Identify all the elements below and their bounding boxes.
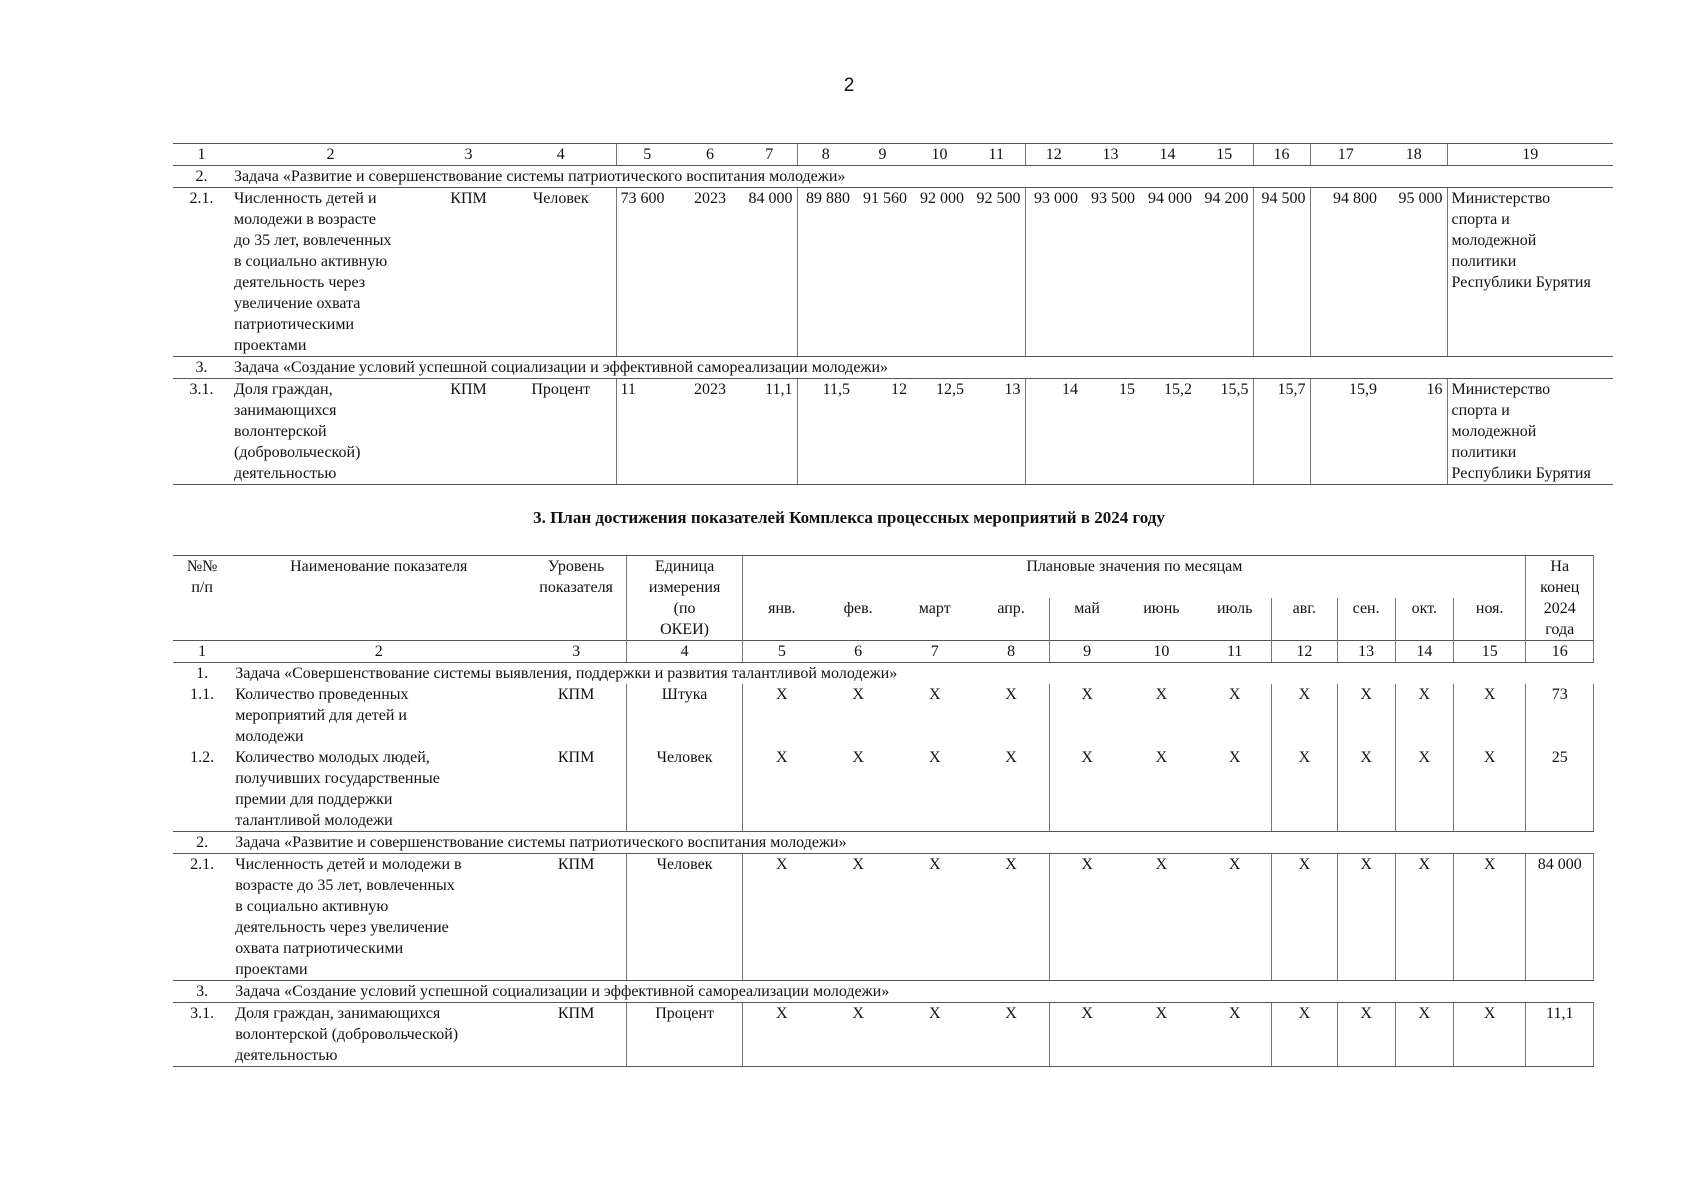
indicator-value: 94 800	[1310, 188, 1381, 357]
month-header: авг.	[1272, 598, 1337, 641]
indicator-row	[173, 1003, 1594, 1067]
indicator-unit: Человек	[506, 188, 616, 357]
column-number: 10	[1125, 641, 1199, 663]
month-mark: X	[1005, 686, 1017, 703]
indicator-value: 93 500	[1082, 188, 1139, 357]
row-number: 1.1.	[190, 686, 215, 703]
indicator-level: КПМ	[526, 747, 626, 832]
indicator-level: КПМ	[526, 1003, 626, 1067]
indicator-name	[231, 747, 526, 832]
text-line: спорта и	[1451, 402, 1510, 419]
text-line: в социально активную	[234, 253, 388, 270]
header-end-of-year	[1526, 556, 1594, 641]
month-mark: X	[1453, 684, 1526, 747]
text-line: молодежи в возрасте	[234, 211, 376, 228]
indicator-value: 94 200	[1196, 188, 1253, 357]
column-number: 12	[1272, 641, 1337, 663]
column-number: 14	[1139, 144, 1196, 166]
text-line: Доля граждан, занимающихся	[235, 1005, 441, 1022]
header-number	[173, 556, 231, 641]
month-header: сен.	[1337, 598, 1395, 641]
month-mark: X	[1125, 854, 1199, 981]
indicator-value: 11	[616, 379, 678, 485]
month-mark: X	[1125, 747, 1199, 832]
task-number: 3.	[196, 983, 209, 1000]
text-line: получивших государственные	[235, 770, 440, 787]
month-mark: X	[743, 684, 821, 747]
month-mark: X	[820, 747, 896, 832]
text-line: Количество проведенных	[235, 686, 409, 703]
column-number: 3	[431, 144, 506, 166]
indicator-level: КПМ	[431, 188, 506, 357]
text-line: 2024	[1543, 600, 1576, 617]
column-number: 9	[854, 144, 911, 166]
column-number: 1	[173, 144, 230, 166]
text-line: проектами	[234, 337, 307, 354]
text-line: Численность детей и молодежи в	[235, 856, 462, 873]
text-line: увеличение охвата	[234, 295, 361, 312]
indicator-row	[173, 684, 1594, 747]
text-line: деятельностью	[235, 1047, 338, 1064]
month-mark: X	[974, 854, 1050, 981]
month-mark: X	[1198, 747, 1272, 832]
text-line: патриотическими	[234, 316, 355, 333]
text-line: Уровень	[547, 558, 605, 575]
month-header: ноя.	[1453, 598, 1526, 641]
month-mark: X	[1337, 1003, 1395, 1067]
column-number: 1	[173, 641, 231, 663]
column-number: 10	[911, 144, 968, 166]
month-header: фев.	[843, 600, 873, 617]
column-number: 12	[1025, 144, 1082, 166]
text-line: Республики Бурятия	[1451, 465, 1591, 482]
indicator-value: 15,2	[1139, 379, 1196, 485]
indicator-unit: Человек	[626, 747, 742, 832]
indicator-unit: Процент	[626, 1003, 742, 1067]
column-number-row	[173, 144, 1613, 166]
month-mark: X	[928, 686, 941, 703]
task-number: 1.	[196, 665, 209, 682]
text-line: деятельность через увеличение	[235, 919, 449, 936]
header-plan: Плановые значения по месяцам	[743, 556, 1526, 599]
indicator-value: 11,5	[797, 379, 854, 485]
indicator-row	[173, 188, 1613, 357]
column-number: 15	[1196, 144, 1253, 166]
indicator-name	[231, 1003, 526, 1067]
month-mark: X	[1395, 747, 1453, 832]
indicator-level: КПМ	[526, 854, 626, 981]
month-mark: X	[896, 747, 974, 832]
task-row	[173, 357, 1613, 379]
responsible-body	[1447, 379, 1613, 485]
text-line: молодежи	[235, 728, 304, 745]
indicator-unit: Процент	[506, 379, 616, 485]
indicator-name	[231, 854, 526, 981]
task-title: Задача «Создание условий успешной социализации и эффективной самореализации молодежи»	[235, 983, 890, 1000]
text-line: Республики Бурятия	[1451, 274, 1591, 291]
section-title: 3. План достижения показателей Комплекса процессных мероприятий в 2024 году	[533, 508, 1165, 527]
indicator-value: 95 000	[1381, 188, 1447, 357]
column-number: 19	[1447, 144, 1613, 166]
indicator-value: 11,1	[742, 379, 797, 485]
text-line: Министерство	[1451, 381, 1551, 398]
indicator-value: 15,5	[1196, 379, 1253, 485]
indicator-value: 2023	[678, 379, 742, 485]
end-of-year-value: 73	[1526, 684, 1594, 747]
column-number: 3	[526, 641, 626, 663]
indicator-value: 92 500	[968, 188, 1025, 357]
column-number: 8	[797, 144, 854, 166]
month-mark: X	[1198, 1003, 1272, 1067]
column-number: 5	[616, 144, 678, 166]
text-line: (по	[673, 600, 696, 617]
indicator-value: 2023	[678, 188, 742, 357]
column-number: 13	[1082, 144, 1139, 166]
text-line: занимающихся	[234, 402, 337, 419]
indicator-value: 92 000	[911, 188, 968, 357]
month-mark: X	[1049, 747, 1125, 832]
column-number: 13	[1337, 641, 1395, 663]
month-mark: X	[974, 747, 1050, 832]
month-header: апр.	[997, 600, 1025, 617]
indicator-value: 15,9	[1310, 379, 1381, 485]
month-mark: X	[820, 854, 896, 981]
month-mark: X	[1337, 684, 1395, 747]
header-name: Наименование показателя	[231, 556, 526, 641]
text-line: волонтерской	[234, 423, 327, 440]
text-line: спорта и	[1451, 211, 1510, 228]
month-mark: X	[1337, 747, 1395, 832]
month-mark: X	[1453, 854, 1526, 981]
text-line: деятельностью	[234, 465, 337, 482]
column-number: 18	[1381, 144, 1447, 166]
month-mark: X	[743, 1003, 821, 1067]
indicator-level: КПМ	[557, 686, 595, 703]
text-line: (добровольческой)	[234, 444, 361, 461]
text-line: молодежной	[1451, 423, 1537, 440]
row-number: 2.1.	[173, 854, 231, 981]
indicator-row	[173, 747, 1594, 832]
text-line: На	[1550, 558, 1570, 575]
text-line: до 35 лет, вовлеченных	[234, 232, 392, 249]
text-line: талантливой молодежи	[235, 812, 393, 829]
text-line: мероприятий для детей и	[235, 707, 407, 724]
month-mark: X	[743, 747, 821, 832]
indicator-value: 12	[854, 379, 911, 485]
column-number: 17	[1310, 144, 1381, 166]
column-number: 16	[1526, 641, 1594, 663]
text-line: п/п	[191, 579, 213, 596]
indicator-level: КПМ	[431, 379, 506, 485]
month-mark: X	[1395, 1003, 1453, 1067]
column-number: 11	[968, 144, 1025, 166]
text-line: конец	[1540, 579, 1580, 596]
row-number: 3.1.	[173, 1003, 231, 1067]
text-line: политики	[1451, 253, 1517, 270]
indicator-unit: Штука	[626, 684, 742, 747]
month-mark: X	[896, 854, 974, 981]
task-number: 2.	[196, 834, 209, 851]
indicator-value: 73 600	[616, 188, 678, 357]
task-number: 2.	[195, 168, 208, 185]
column-number: 15	[1453, 641, 1526, 663]
month-header: янв.	[743, 598, 821, 641]
month-mark: X	[1272, 684, 1337, 747]
column-number: 7	[896, 641, 974, 663]
column-number: 6	[820, 641, 896, 663]
indicator-name	[230, 188, 431, 357]
column-number: 5	[743, 641, 821, 663]
month-header: окт.	[1395, 598, 1453, 641]
indicator-value: 94 500	[1253, 188, 1310, 357]
text-line: премии для поддержки	[235, 791, 393, 808]
month-mark: X	[1272, 747, 1337, 832]
monthly-plan-table	[173, 555, 1594, 1067]
month-header: июнь	[1143, 600, 1180, 617]
column-number: 2	[230, 144, 431, 166]
task-title: Задача «Совершенствование системы выявления, поддержки и развития талантливой молодежи»	[235, 665, 898, 682]
indicator-value: 15,7	[1253, 379, 1310, 485]
task-row	[173, 663, 1594, 685]
task-title: Задача «Развитие и совершенствование системы патриотического воспитания молодежи»	[234, 168, 846, 185]
column-number: 14	[1395, 641, 1453, 663]
text-line: измерения	[648, 579, 721, 596]
text-line: Министерство	[1451, 190, 1551, 207]
text-line: политики	[1451, 444, 1517, 461]
text-line: охвата патриотическими	[235, 940, 404, 957]
indicator-row	[173, 379, 1613, 485]
month-header: июль	[1216, 600, 1253, 617]
text-line: деятельность через	[234, 274, 366, 291]
column-number: 7	[742, 144, 797, 166]
text-line: в социально активную	[235, 898, 389, 915]
text-line: Количество молодых людей,	[235, 749, 430, 766]
month-mark: X	[820, 1003, 896, 1067]
column-number: 16	[1253, 144, 1310, 166]
text-line: волонтерской (добровольческой)	[235, 1026, 459, 1043]
text-line: ОКЕИ)	[660, 621, 710, 638]
month-mark: X	[1337, 854, 1395, 981]
month-mark: X	[1453, 1003, 1526, 1067]
indicator-name	[231, 684, 526, 747]
header-level	[526, 556, 626, 641]
text-line: показателя	[539, 579, 613, 596]
responsible-body	[1447, 188, 1613, 357]
row-number: 1.2.	[173, 747, 231, 832]
indicator-value: 91 560	[854, 188, 911, 357]
month-header: март	[918, 600, 951, 617]
month-mark: X	[1049, 1003, 1125, 1067]
indicator-value: 16	[1381, 379, 1447, 485]
indicator-name	[230, 379, 431, 485]
indicators-table	[173, 143, 1613, 485]
column-number: 9	[1049, 641, 1125, 663]
indicator-value: 15	[1082, 379, 1139, 485]
column-number-row	[173, 641, 1594, 663]
indicator-value: 12,5	[911, 379, 968, 485]
text-line: Численность детей и	[234, 190, 377, 207]
task-row	[173, 166, 1613, 188]
month-mark: X	[974, 1003, 1050, 1067]
month-mark: X	[1049, 684, 1125, 747]
month-mark: X	[852, 686, 864, 703]
column-number: 4	[626, 641, 742, 663]
text-line: возрасте до 35 лет, вовлеченных	[235, 877, 455, 894]
task-title: Задача «Развитие и совершенствование системы патриотического воспитания молодежи»	[235, 834, 847, 851]
month-mark: X	[743, 854, 821, 981]
indicator-value: 84 000	[742, 188, 797, 357]
indicator-value: 14	[1025, 379, 1082, 485]
indicator-value: 89 880	[797, 188, 854, 357]
indicator-value: 93 000	[1025, 188, 1082, 357]
column-number: 2	[231, 641, 526, 663]
month-mark: X	[896, 1003, 974, 1067]
text-line: Доля граждан,	[234, 381, 333, 398]
text-line: года	[1545, 621, 1575, 638]
month-mark: X	[1272, 854, 1337, 981]
task-row	[173, 981, 1594, 1003]
end-of-year-value: 25	[1526, 747, 1594, 832]
month-mark: X	[1395, 854, 1453, 981]
month-mark: X	[1155, 686, 1168, 703]
header-unit	[626, 556, 742, 641]
month-mark: X	[1125, 1003, 1199, 1067]
task-title: Задача «Создание условий успешной социализации и эффективной самореализации молодежи»	[234, 359, 889, 376]
text-line: №№	[186, 558, 218, 575]
page-number: 2	[843, 75, 855, 96]
indicator-unit: Человек	[626, 854, 742, 981]
column-number: 8	[974, 641, 1050, 663]
indicator-row	[173, 854, 1594, 981]
indicator-value: 94 000	[1139, 188, 1196, 357]
indicator-value: 13	[968, 379, 1025, 485]
column-number: 11	[1198, 641, 1272, 663]
column-number: 6	[678, 144, 742, 166]
column-number: 4	[506, 144, 616, 166]
month-mark: X	[1395, 684, 1453, 747]
text-line: проектами	[235, 961, 308, 978]
month-mark: X	[1228, 686, 1241, 703]
header-row	[173, 556, 1594, 599]
row-number: 3.1.	[173, 379, 230, 485]
end-of-year-value: 84 000	[1526, 854, 1594, 981]
text-line: Единица	[654, 558, 715, 575]
month-mark: X	[1049, 854, 1125, 981]
month-mark: X	[1272, 1003, 1337, 1067]
task-number: 3.	[195, 359, 208, 376]
month-mark: X	[1453, 747, 1526, 832]
row-number: 2.1.	[173, 188, 230, 357]
month-header: май	[1049, 598, 1125, 641]
month-mark: X	[1198, 854, 1272, 981]
task-row	[173, 832, 1594, 854]
end-of-year-value: 11,1	[1526, 1003, 1594, 1067]
text-line: молодежной	[1451, 232, 1537, 249]
